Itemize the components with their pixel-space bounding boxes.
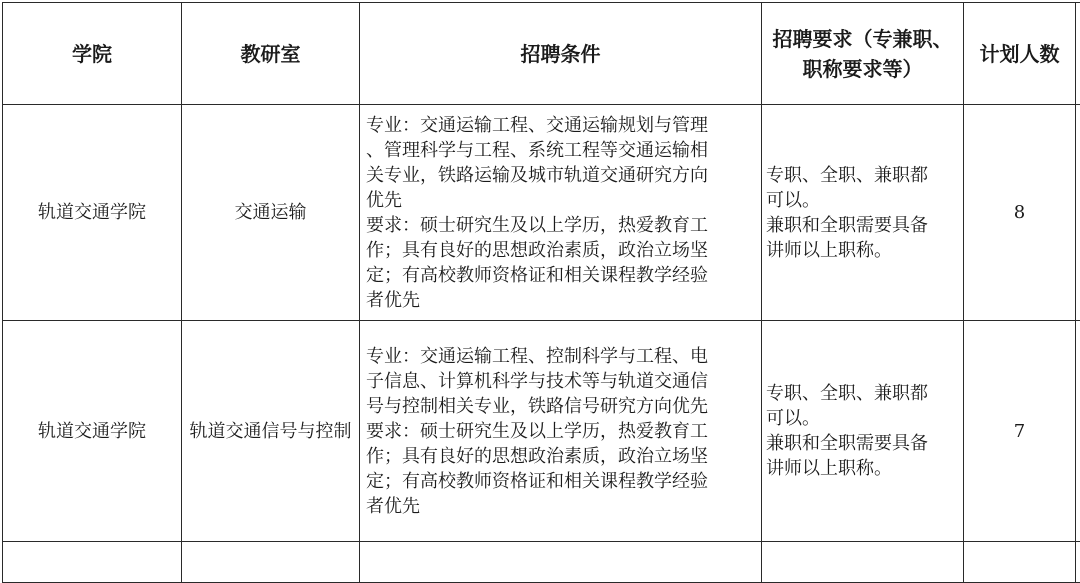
conditions-line: 专业：交通运输工程、控制科学与工程、电 [366, 344, 755, 369]
requirements-cell [762, 321, 964, 542]
conditions-line: 者优先 [366, 288, 755, 313]
conditions-line: 要求：硕士研究生及以上学历，热爱教育工 [366, 213, 755, 238]
partial-cell [3, 542, 182, 583]
header-count: 计划人数 [964, 3, 1076, 105]
extra-cell [1076, 105, 1080, 321]
conditions-line: 子信息、计算机科学与技术等与轨道交通信 [366, 369, 755, 394]
office-cell: 轨道交通信号与控制 [182, 321, 360, 542]
extra-cell [1076, 321, 1080, 542]
partial-cell [964, 542, 1076, 583]
conditions-line: 者优先 [366, 494, 755, 519]
conditions-line: 作；具有良好的思想政治素质，政治立场坚 [366, 238, 755, 263]
requirements-cell [762, 105, 964, 321]
requirements-line: 讲师以上职称。 [766, 456, 959, 481]
conditions-line: 专业：交通运输工程、交通运输规划与管理 [366, 113, 755, 138]
conditions-line: 定；有高校教师资格证和相关课程教学经验 [366, 469, 755, 494]
college-cell: 轨道交通学院 [3, 321, 182, 542]
conditions-cell [360, 105, 762, 321]
requirements-line: 可以。 [766, 406, 959, 431]
requirements-line: 兼职和全职需要具备 [766, 213, 959, 238]
requirements-line: 专职、全职、兼职都 [766, 163, 959, 188]
office-cell: 交通运输 [182, 105, 360, 321]
college-cell: 轨道交通学院 [3, 105, 182, 321]
partial-cell [360, 542, 762, 583]
header-row [3, 3, 1080, 105]
requirements-line: 可以。 [766, 188, 959, 213]
count-cell: 7 [964, 321, 1076, 542]
header-college: 学院 [3, 3, 182, 105]
header-extra-cell [1076, 3, 1080, 105]
conditions-line: 定；有高校教师资格证和相关课程教学经验 [366, 263, 755, 288]
partial-cell [182, 542, 360, 583]
conditions-cell [360, 321, 762, 542]
conditions-line: 关专业，铁路运输及城市轨道交通研究方向 [366, 163, 755, 188]
partial-cell [1076, 542, 1080, 583]
count-cell: 8 [964, 105, 1076, 321]
header-requirements [762, 3, 964, 105]
conditions-line: 优先 [366, 188, 755, 213]
header-requirements-text: 招聘要求（专兼职、职称要求等） [762, 24, 963, 84]
table-row-partial [3, 542, 1080, 583]
header-office: 教研室 [182, 3, 360, 105]
conditions-line: 、管理科学与工程、系统工程等交通运输相 [366, 138, 755, 163]
conditions-line: 要求：硕士研究生及以上学历，热爱教育工 [366, 419, 755, 444]
partial-cell [762, 542, 964, 583]
conditions-line: 号与控制相关专业，铁路信号研究方向优先 [366, 394, 755, 419]
table-row [3, 321, 1080, 542]
conditions-line: 作；具有良好的思想政治素质，政治立场坚 [366, 444, 755, 469]
recruitment-table [2, 2, 1080, 583]
requirements-line: 兼职和全职需要具备 [766, 431, 959, 456]
requirements-line: 讲师以上职称。 [766, 238, 959, 263]
requirements-line: 专职、全职、兼职都 [766, 381, 959, 406]
header-conditions: 招聘条件 [360, 3, 762, 105]
table-row [3, 105, 1080, 321]
